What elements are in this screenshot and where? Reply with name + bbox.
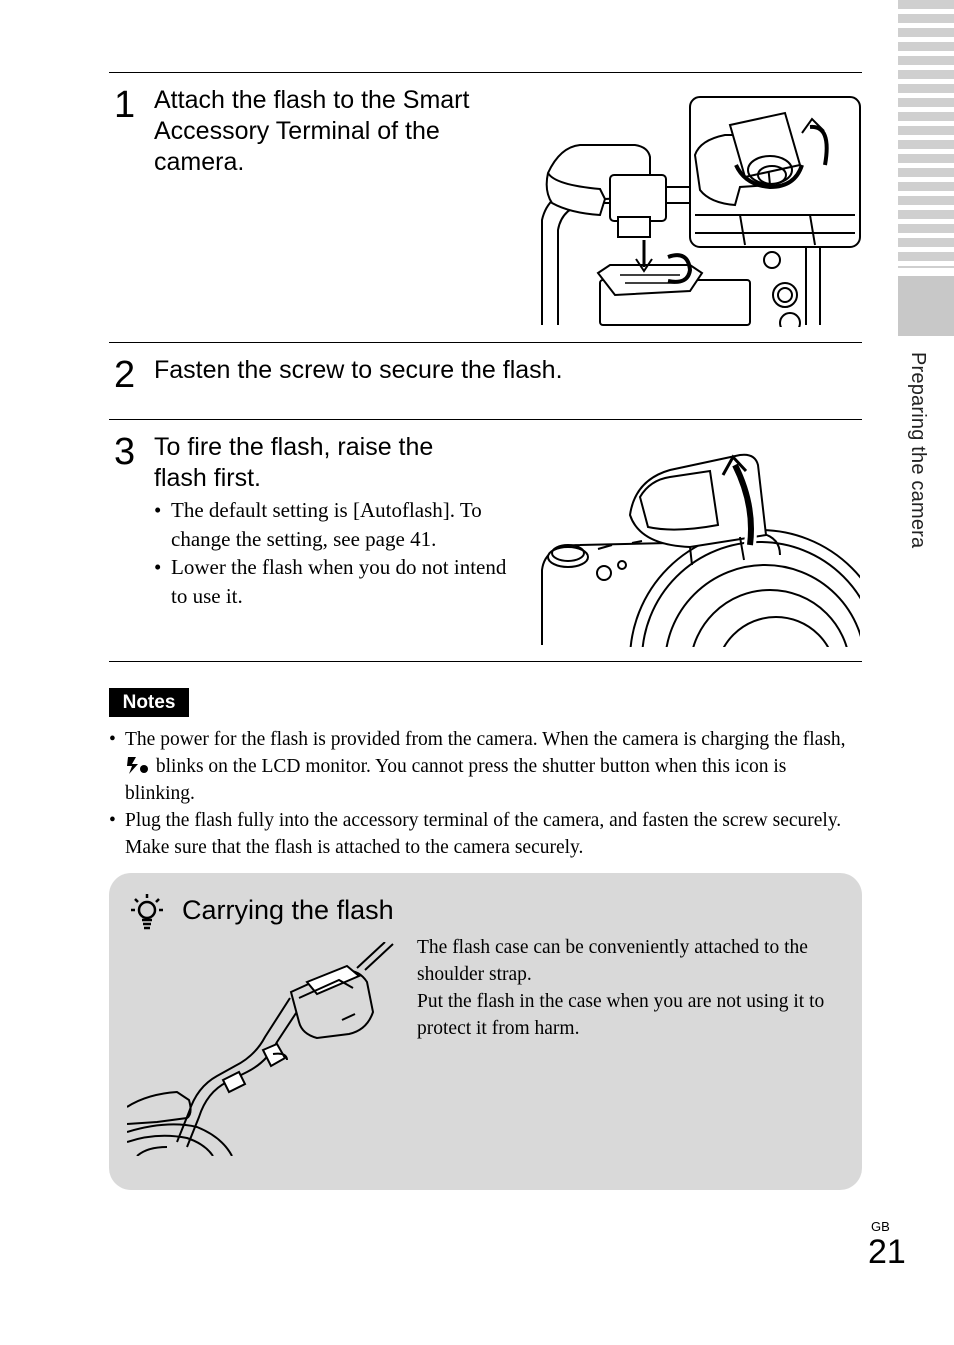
flash-charging-icon — [125, 755, 151, 775]
section-tab-label: Preparing the camera — [907, 352, 929, 549]
flash-attach-illustration — [540, 95, 862, 327]
divider — [109, 342, 862, 343]
step-bullet: • The default setting is [Autoflash]. To change the setting, see page 41. — [154, 498, 482, 551]
hint-lightbulb-icon — [127, 890, 167, 932]
divider — [109, 661, 862, 662]
step-text: Attach the flash to the Smart Accessory Terminal of the camera. — [154, 86, 470, 176]
step-number: 2 — [114, 354, 136, 396]
step-number: 3 — [114, 431, 136, 473]
step-bullet: • Lower the flash when you do not intend to use it. — [154, 555, 507, 608]
divider — [109, 72, 862, 73]
note-item: • Plug the flash fully into the accessory terminal of the camera, and fasten the screw securely. Make sure that the flash is attached to the camera securely. — [109, 810, 842, 858]
section-tab-stripes — [898, 0, 954, 268]
tip-paragraph: The flash case can be conveniently attached to the shoulder strap. — [417, 937, 808, 985]
flash-raise-illustration — [540, 445, 860, 647]
page-number: 21 — [868, 1233, 906, 1271]
step-text: To fire the flash, raise the flash first. — [154, 433, 434, 492]
region-code: GB — [871, 1219, 890, 1234]
step-text: Fasten the screw to secure the flash. — [154, 356, 563, 384]
tip-title: Carrying the flash — [182, 895, 394, 925]
flash-case-strap-illustration — [127, 942, 397, 1156]
divider — [109, 419, 862, 420]
notes-badge: Notes — [109, 688, 189, 717]
note-item: • The power for the flash is provided from the camera. When the camera is charging the flash, blinks on the LCD monitor. You cannot press the shutter button when this icon is blinking. — [109, 729, 846, 804]
section-tab-marker — [898, 276, 954, 336]
step-number: 1 — [114, 84, 136, 126]
tip-paragraph: Put the flash in the case when you are not using it to protect it from harm. — [417, 991, 825, 1039]
